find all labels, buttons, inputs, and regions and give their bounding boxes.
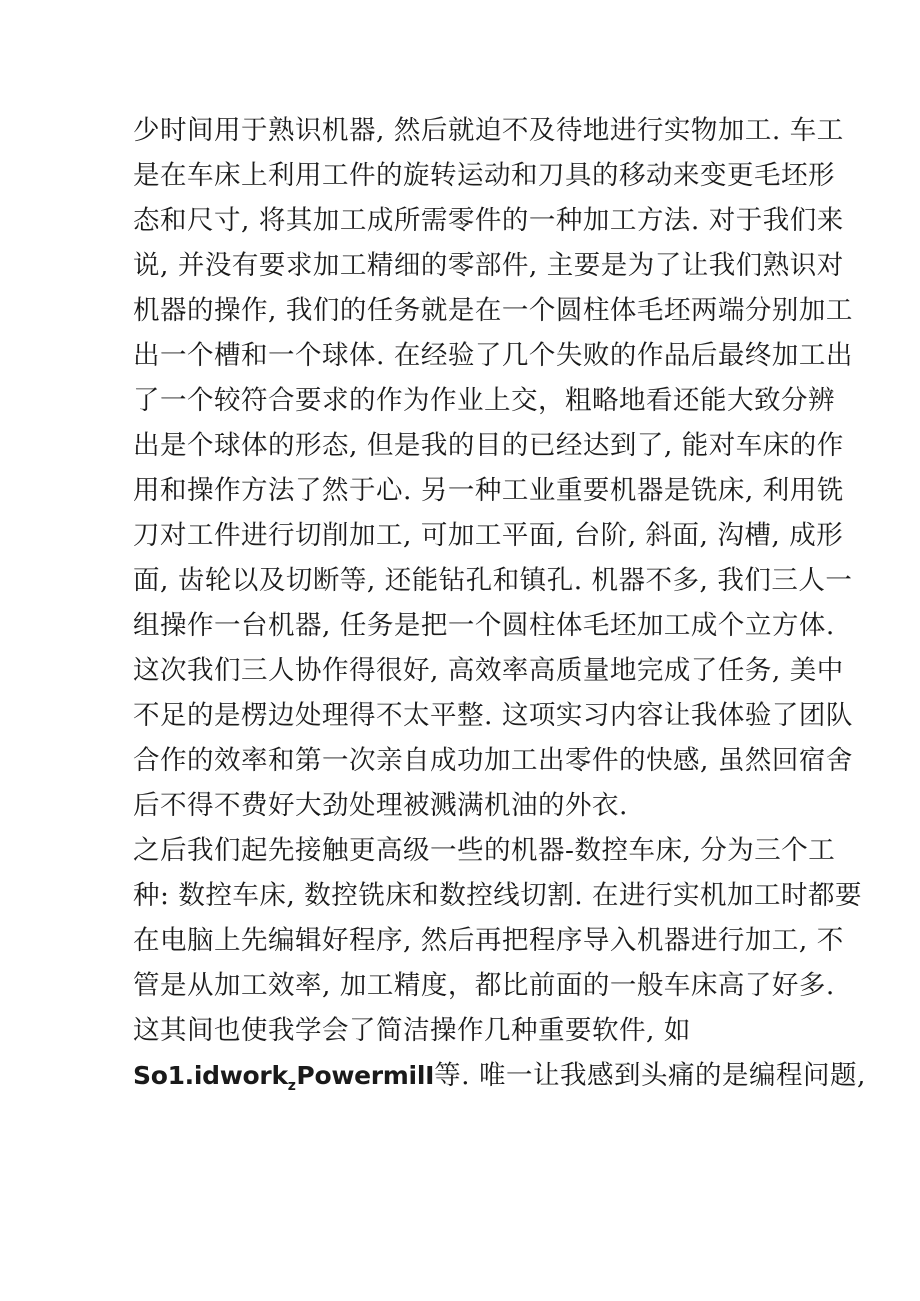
text-line-2: 是在车床上利用工件的旋转运动和刀具的移动来变更毛坯形: [133, 160, 835, 191]
text-line-22: [133, 1053, 866, 1098]
text-line-16: 后不得不费好大劲处理被溅满机油的外衣.: [133, 790, 628, 821]
text-line-19: 在电脑上先编辑好程序, 然后再把程序导入机器进行加工, 不: [133, 925, 844, 956]
text-line-13: 这次我们三人协作得很好, 高效率高质量地完成了任务, 美中: [133, 655, 844, 686]
text-line-18: 种: 数控车床, 数控铣床和数控线切割. 在进行实机加工时都要: [133, 880, 863, 911]
text-line-14: 不足的是楞边处理得不太平整. 这项实习内容让我体验了团队: [133, 700, 853, 731]
text-line-6: 出一个槽和一个球体. 在经验了几个失败的作品后最终加工出: [133, 340, 853, 371]
text-line-4: 说, 并没有要求加工精细的零部件, 主要是为了让我们熟识对: [133, 250, 844, 281]
software-name-powermill: Powermil: [296, 1061, 426, 1090]
text-line-15: 合作的效率和第一次亲自成功加工出零件的快感, 虽然回宿舍: [133, 745, 853, 776]
text-line-8: 出是个球体的形态, 但是我的目的已经达到了, 能对车床的作: [133, 430, 844, 461]
software-name-suffix: I: [425, 1061, 435, 1090]
software-name-solidworks: So1.idwork: [133, 1061, 288, 1090]
subscript-mark: z: [287, 1078, 297, 1094]
text-line-11: 面, 齿轮以及切断等, 还能钻孔和镇孔. 机器不多, 我们三人一: [133, 565, 853, 596]
text-line-9: 用和操作方法了然于心. 另一种工业重要机器是铣床, 利用铣: [133, 475, 844, 506]
text-line-7: 了一个较符合要求的作为作业上交，粗略地看还能大致分辨: [133, 385, 835, 416]
text-line-12: 组操作一台机器, 任务是把一个圆柱体毛坯加工成个立方体.: [133, 610, 835, 641]
text-line-3: 态和尺寸, 将其加工成所需零件的一种加工方法. 对于我们来: [133, 205, 844, 236]
text-line-5: 机器的操作, 我们的任务就是在一个圆柱体毛坯两端分别加工: [133, 295, 853, 326]
text-line-20: 管是从加工效率, 加工精度，都比前面的一般车床高了好多.: [133, 970, 835, 1001]
text-line-22-rest: 等. 唯一让我感到头痛的是编程问题,: [434, 1060, 866, 1091]
text-line-17: 之后我们起先接触更高级一些的机器-数控车床, 分为三个工: [133, 835, 836, 866]
text-line-10: 刀对工件进行切削加工, 可加工平面, 台阶, 斜面, 沟槽, 成形: [133, 520, 844, 551]
body-text: [133, 108, 866, 1098]
text-line-1: 少时间用于熟识机器, 然后就迫不及待地进行实物加工. 车工: [133, 115, 844, 146]
text-line-21: 这其间也使我学会了简洁操作几种重要软件, 如: [133, 1015, 691, 1046]
